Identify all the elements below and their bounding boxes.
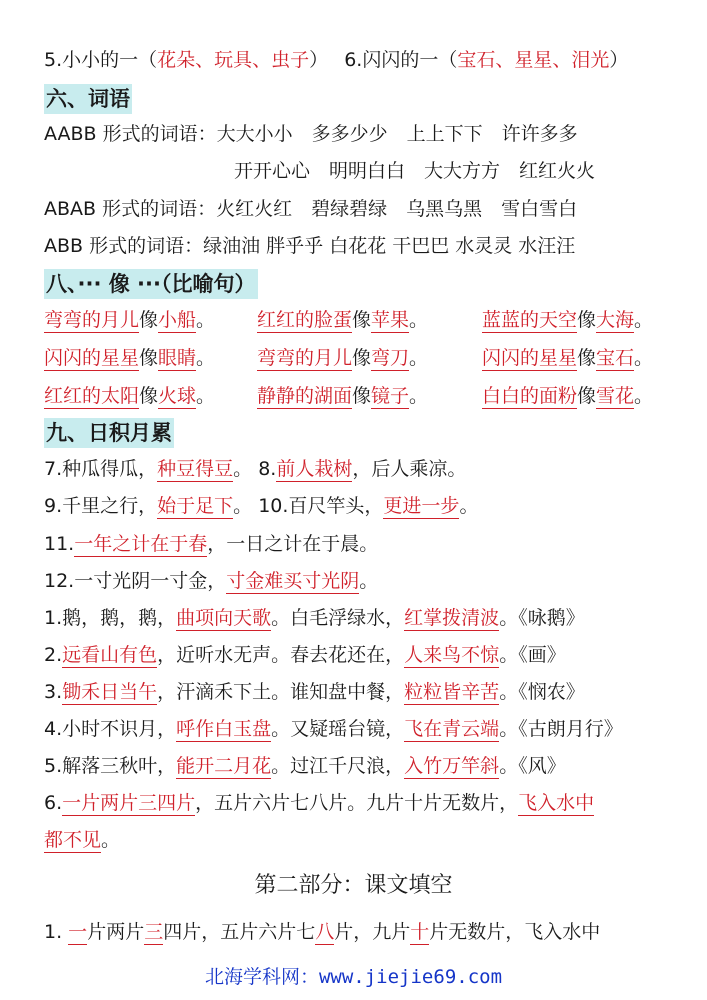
poem-6-cont: 都不见。 [44,829,121,851]
abb-line: ABB 形式的词语：绿油油 胖乎乎 白花花 干巴巴 水灵灵 水汪汪 [44,235,576,257]
proverb-12: 12.一寸光阴一寸金，寸金难买寸光阴。 [44,570,379,592]
section-6-heading: 六、词语 [44,84,132,114]
poem-6: 6.一片两片三四片，五片六片七八片。九片十片无数片，飞入水中 [44,792,595,814]
simile-1-2: 红红的脸蛋像苹果。 [257,309,429,331]
section-9-heading: 九、日积月累 [44,418,174,448]
footer-watermark [0,962,707,989]
poem-1: 1.鹅，鹅，鹅，曲项向天歌。白毛浮绿水，红掌拨清波。《咏鹅》 [44,607,585,629]
proverb-9-10: 9.千里之行，始于足下。 10.百尺竿头，更进一步。 [44,495,479,517]
poem-3: 3.锄禾日当午，汗滴禾下土。谁知盘中餐，粒粒皆辛苦。《悯农》 [44,681,585,703]
part-2-line-1: 1. 一片两片三四片，五片六片七八片，九片十片无数片，飞入水中 [44,921,601,943]
proverb-11: 11.一年之计在于春，一日之计在于晨。 [44,533,379,555]
aabb-line: AABB 形式的词语：大大小小 多多少少 上上下下 许许多多 [44,123,578,145]
poem-2: 2.远看山有色，近听水无声。春去花还在，人来鸟不惊。《画》 [44,644,566,666]
simile-2-1: 闪闪的星星像眼睛。 [44,347,216,369]
simile-3-3: 白白的面粉像雪花。 [482,385,654,407]
simile-3-1: 红红的太阳像火球。 [44,385,216,407]
simile-1-1: 弯弯的月儿像小船。 [44,309,216,331]
section-8-heading: 八、··· 像 ···（比喻句） [44,269,258,299]
simile-2-3: 闪闪的星星像宝石。 [482,347,654,369]
simile-2-2: 弯弯的月儿像弯刀。 [257,347,429,369]
aabb-line-2: 开开心心 明明白白 大大方方 红红火火 [234,160,596,182]
footer-label: 北海学科网： [204,966,319,988]
simile-3-2: 静静的湖面像镜子。 [257,385,429,407]
line-5-6: 5.小小的一（花朵、玩具、虫子） 6.闪闪的一（宝石、星星、泪光） [44,49,629,71]
poem-4: 4.小时不识月，呼作白玉盘。又疑瑶台镜，飞在青云端。《古朗月行》 [44,718,623,740]
simile-1-3: 蓝蓝的天空像大海。 [482,309,654,331]
poem-5: 5.解落三秋叶，能开二月花。过江千尺浪，入竹万竿斜。《风》 [44,755,566,777]
proverb-7-8: 7.种瓜得瓜，种豆得豆。 8.前人栽树，后人乘凉。 [44,458,467,480]
footer-url[interactable]: www.jiejie69.com [318,966,503,988]
abab-line: ABAB 形式的词语：火红火红 碧绿碧绿 乌黑乌黑 雪白雪白 [44,198,578,220]
part-2-title: 第二部分：课文填空 [254,873,453,898]
